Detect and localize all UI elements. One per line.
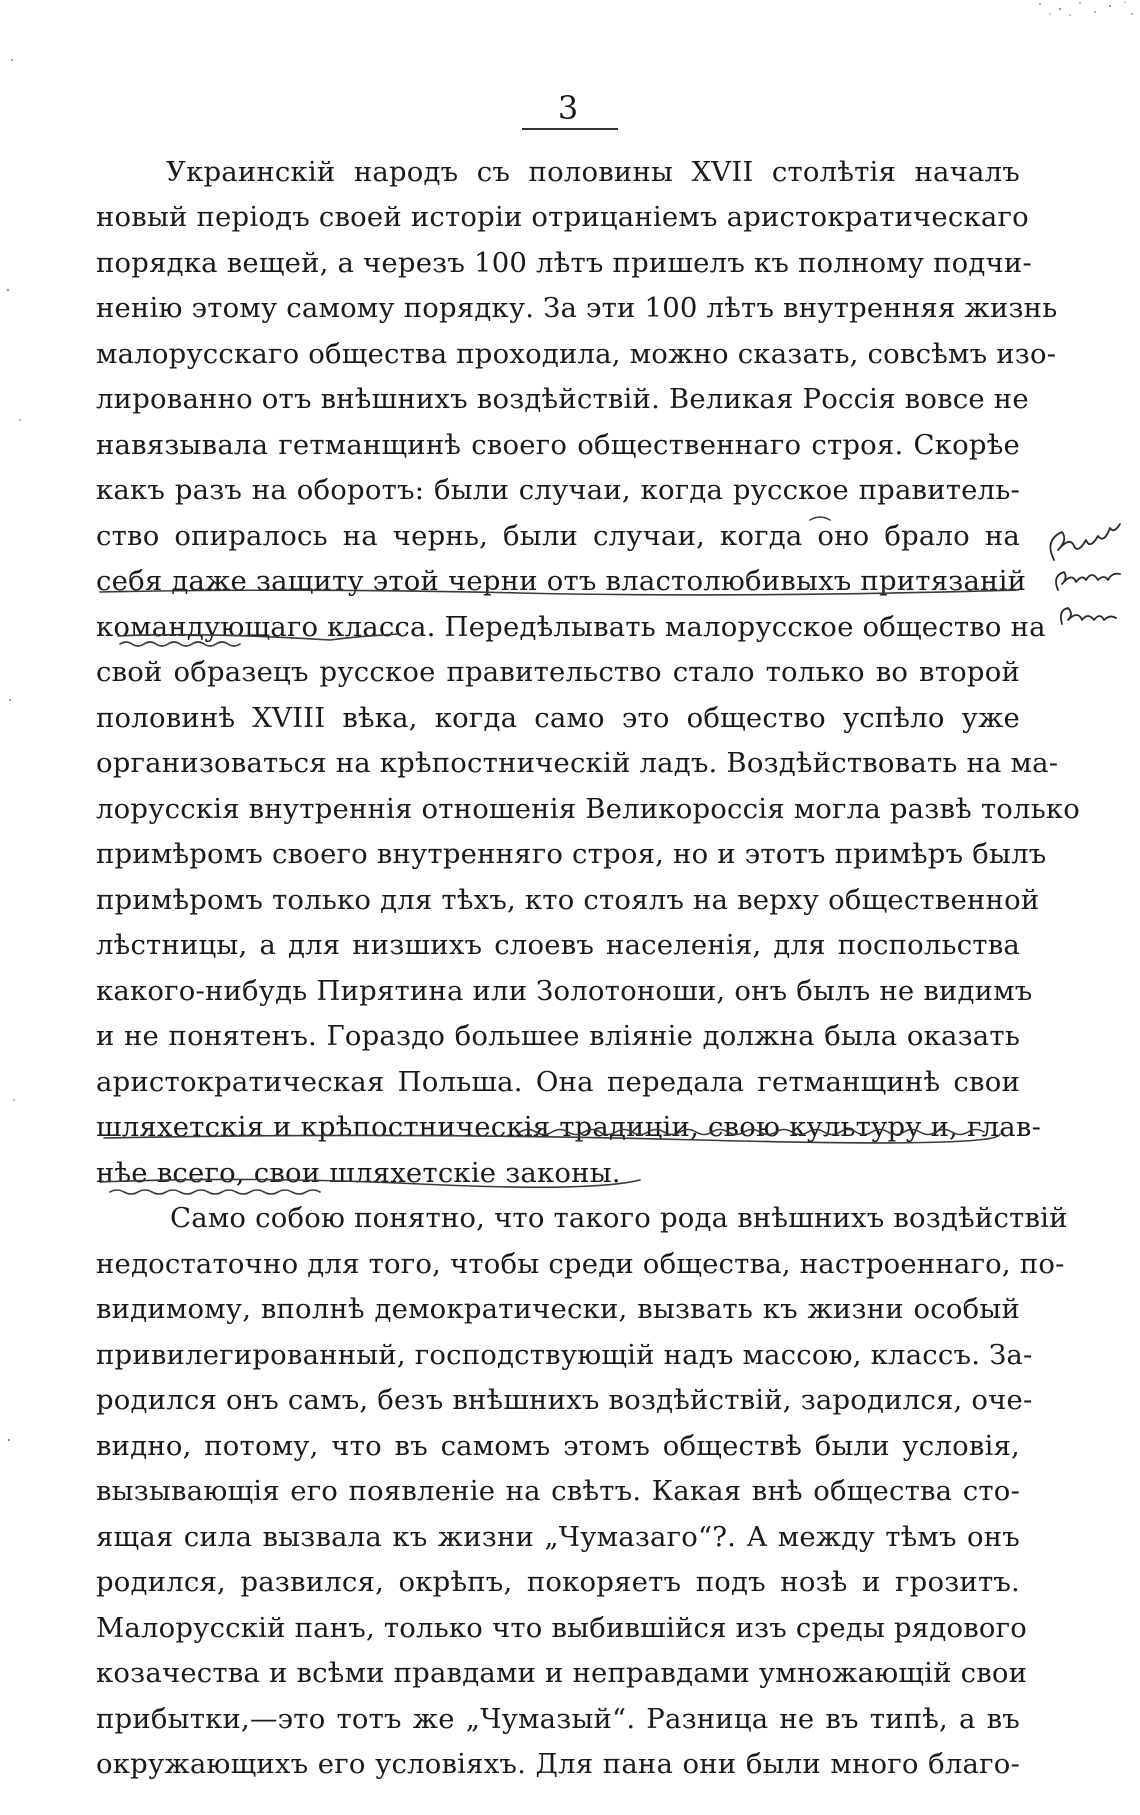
paragraph-1-line-8: какъ разъ на оборотъ: были случаи, когда русское правитель- bbox=[96, 474, 1020, 506]
paragraph-1-line-11: командующаго класса. Передѣлывать малорусское общество на bbox=[96, 611, 1046, 643]
paragraph-2-line-3: видимому, вполнѣ демократически, вызвать къ жизни особый bbox=[96, 1293, 1020, 1325]
paragraph-1-line-22: шляхетскія и крѣпостническія традиціи, свою культуру и, глав- bbox=[96, 1111, 1042, 1143]
paragraph-1-line-5: малорусскаго общества проходила, можно сказать, совсѣмъ изо- bbox=[96, 338, 1057, 370]
paragraph-2-line-11: козачества и всѣми правдами и неправдами умножающій свои bbox=[96, 1657, 1028, 1689]
paragraph-1-line-23: нѣе всего, свои шляхетскіе законы. bbox=[96, 1157, 621, 1189]
paragraph-1-line-17: примѣромъ только для тѣхъ, кто стоялъ на верху общественной bbox=[96, 884, 1040, 916]
paragraph-2-line-8: ящая сила вызвала къ жизни „Чумазаго“?. А между тѣмъ онъ bbox=[96, 1521, 1020, 1553]
paragraph-1-line-7: навязывала гетманщинѣ своего общественнаго строя. Скорѣе bbox=[96, 429, 1020, 461]
paragraph-2-line-6: видно, потому, что въ самомъ этомъ обществѣ были условія, bbox=[96, 1430, 1020, 1462]
paragraph-2-line-5: родился онъ самъ, безъ внѣшнихъ воздѣйствій, зародился, оче- bbox=[96, 1384, 1033, 1416]
paragraph-2-line-13: окружающихъ его условіяхъ. Для пана они были много благо- bbox=[96, 1748, 1020, 1780]
paragraph-1-line-20: и не понятенъ. Гораздо большее вліяніе должна была оказать bbox=[96, 1020, 1020, 1052]
paragraph-2-line-10: Малорусскій панъ, только что выбившійся изъ среды рядового bbox=[96, 1612, 1028, 1644]
paragraph-1-line-1: Украинскій народъ съ половины XVII столѣтія началъ bbox=[166, 156, 1020, 188]
scan-noise-top bbox=[0, 0, 1140, 18]
paragraph-1-line-9: ство опиралось на чернь, были случаи, когда оно брало на bbox=[96, 520, 1020, 552]
paragraph-1-line-18: лѣстницы, а для низшихъ слоевъ населенія, для поспольства bbox=[96, 929, 1020, 961]
paragraph-1-line-19: какого-нибудь Пирятина или Золотоноши, онъ былъ не видимъ bbox=[96, 975, 1033, 1007]
page-number: 3 bbox=[557, 89, 579, 127]
paragraph-1-line-13: половинѣ XVIII вѣка, когда само это общество успѣло уже bbox=[96, 702, 1020, 734]
paragraph-1-line-2: новый періодъ своей исторіи отрицаніемъ аристократическаго bbox=[96, 201, 1029, 233]
paragraph-1-line-21: аристократическая Польша. Она передала гетманщинѣ свои bbox=[96, 1066, 1020, 1098]
paragraph-2-line-4: привилегированный, господствующій надъ массою, классъ. За- bbox=[96, 1339, 1033, 1371]
paragraph-1-line-14: организоваться на крѣпостническій ладъ. Воздѣйствовать на ма- bbox=[96, 747, 1059, 779]
paragraph-2-line-7: вызывающія его появленіе на свѣтъ. Какая внѣ общества сто- bbox=[96, 1475, 1020, 1507]
paragraph-1-line-10: себя даже защиту этой черни отъ властолюбивыхъ притязаній bbox=[96, 565, 1027, 597]
paragraph-1-line-6: лированно отъ внѣшнихъ воздѣйствій. Великая Россія вовсе не bbox=[96, 383, 1029, 415]
paragraph-1-line-4: ненію этому самому порядку. За эти 100 лѣтъ внутренняя жизнь bbox=[96, 292, 1058, 324]
scan-noise-left bbox=[0, 0, 40, 1815]
paragraph-2-line-9: родился, развился, окрѣпъ, покоряетъ подъ нозѣ и грозитъ. bbox=[96, 1566, 1020, 1598]
paragraph-1-line-16: примѣромъ своего внутренняго строя, но и этотъ примѣръ былъ bbox=[96, 838, 1047, 870]
paragraph-1-line-12: свой образецъ русское правительство стало только во второй bbox=[96, 656, 1020, 688]
paragraph-2-line-2: недостаточно для того, чтобы среди общества, настроеннаго, по- bbox=[96, 1248, 1065, 1280]
paragraph-2-line-1: Само собою понятно, что такого рода внѣшнихъ воздѣйствій bbox=[170, 1202, 1068, 1234]
paragraph-1-line-15: лорусскія внутреннія отношенія Великороссія могла развѣ только bbox=[96, 793, 1081, 825]
handwritten-margin-note bbox=[1040, 520, 1140, 670]
page-number-rule bbox=[522, 128, 618, 130]
paragraph-2-line-12: прибытки,—это тотъ же „Чумазый“. Разница не въ типѣ, а въ bbox=[96, 1703, 1020, 1735]
paragraph-1-line-3: порядка вещей, а черезъ 100 лѣтъ пришелъ къ полному подчи- bbox=[96, 247, 1032, 279]
